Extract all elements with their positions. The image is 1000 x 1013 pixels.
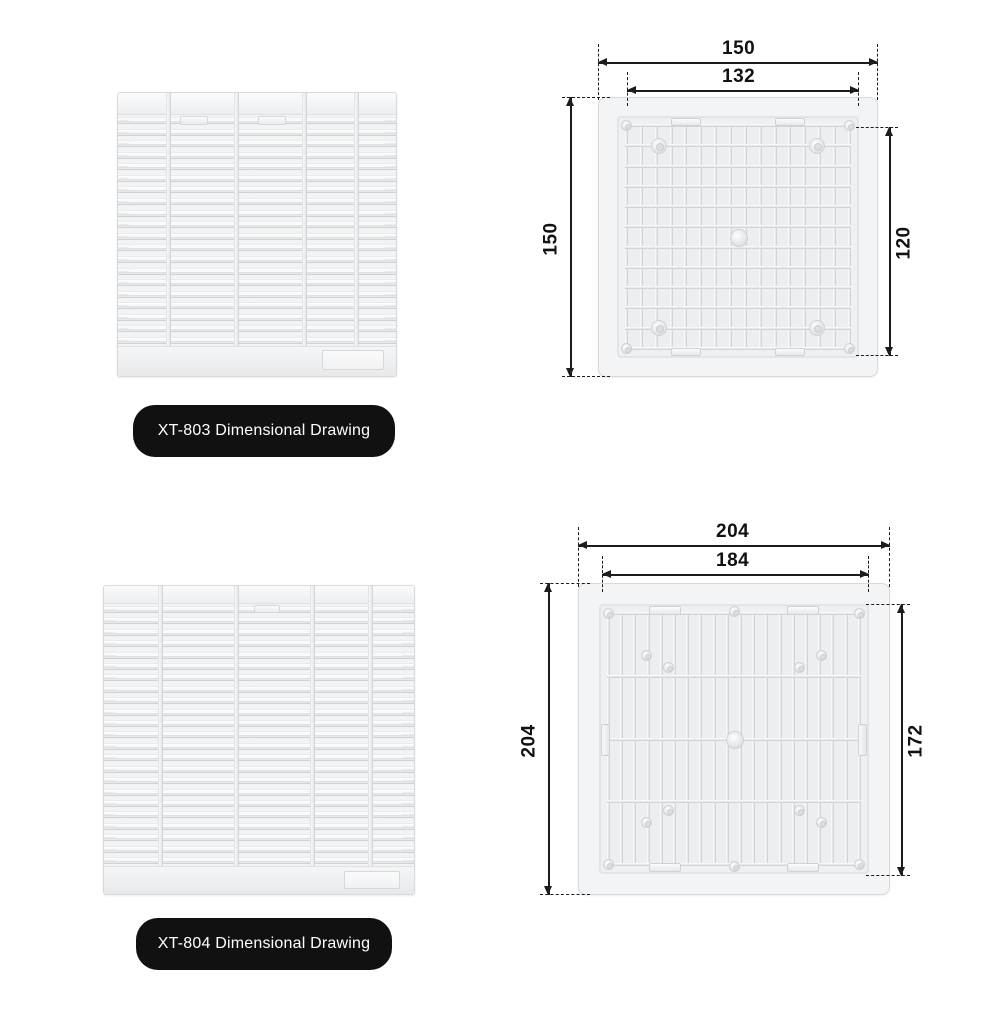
rear-view-804 [578,583,890,895]
retainer-clip [671,118,701,126]
mounting-screw [809,320,825,336]
arrow-left [602,570,611,578]
center-rib [302,93,307,376]
dimension-value-inner-width: 184 [716,550,750,571]
extension-line [877,44,878,100]
center-hub [730,229,748,247]
corner-screw [844,343,855,354]
caption-xt-803: XT-803 Dimensional Drawing [133,405,395,457]
arrow-up [566,97,574,106]
arrow-left [627,86,636,94]
arrow-up [885,127,893,136]
corner-screw [854,608,865,619]
corner-screw [621,343,632,354]
top-clip [258,116,286,125]
top-clip [254,605,280,613]
corner-screw [603,608,614,619]
dimension-line-inner-width [602,574,869,576]
louver-front-view-804 [103,585,415,895]
mounting-screw [816,650,827,661]
mounting-screw [809,138,825,154]
mounting-screw [641,650,652,661]
rear-view-803 [598,97,878,377]
dimension-line-inner-width [627,90,859,92]
center-screw [729,606,740,617]
extension-line [578,527,579,587]
dimension-value-outer-width: 150 [722,38,756,59]
arrow-left [578,541,587,549]
arrow-left [598,58,607,66]
dimension-value-outer-height: 150 [540,222,562,256]
dimension-line-inner-height [901,604,903,876]
retainer-clip [649,863,681,872]
arrow-down [566,368,574,377]
arrow-right [850,86,859,94]
arrow-down [885,347,893,356]
arrow-up [544,583,552,592]
dimension-value-outer-height: 204 [518,724,540,758]
corner-screw [844,120,855,131]
center-rib [310,586,315,894]
dimension-line-outer-width [578,545,890,547]
dimension-value-inner-height: 120 [893,226,915,260]
mounting-screw [816,817,827,828]
dimension-value-inner-height: 172 [905,724,927,758]
center-screw [729,861,740,872]
top-clip [180,116,208,125]
mounting-screw [651,320,667,336]
corner-screw [603,859,614,870]
arrow-up [897,604,905,613]
mounting-screw [663,805,674,816]
arrow-down [544,886,552,895]
center-rib [368,586,373,894]
center-rib [234,586,239,894]
label-plate [322,350,384,370]
retainer-clip [775,118,805,126]
dimension-line-outer-height [548,583,550,895]
retainer-clip [671,348,701,356]
mounting-screw [663,662,674,673]
corner-screw [854,859,865,870]
arrow-down [897,867,905,876]
louver-front-view-803 [117,92,397,377]
center-rib [354,93,359,376]
center-rib [158,586,163,894]
arrow-right [860,570,869,578]
center-rib [234,93,239,376]
label-plate [344,871,400,889]
side-latch [601,724,610,756]
extension-line [889,527,890,587]
side-latch [858,724,867,756]
dimension-line-outer-height [570,97,572,377]
extension-line [598,44,599,100]
caption-xt-804: XT-804 Dimensional Drawing [136,918,392,970]
center-hub [726,731,744,749]
dimension-value-inner-width: 132 [722,66,756,87]
mounting-screw [794,805,805,816]
corner-screw [621,120,632,131]
retainer-clip [787,606,819,615]
retainer-clip [775,348,805,356]
dimension-line-inner-height [889,127,891,356]
dimension-value-outer-width: 204 [716,521,750,542]
mounting-screw [651,138,667,154]
center-rib [166,93,171,376]
arrow-right [881,541,890,549]
retainer-clip [649,606,681,615]
mounting-screw [794,662,805,673]
dimension-line-outer-width [598,62,878,64]
retainer-clip [787,863,819,872]
mounting-screw [641,817,652,828]
arrow-right [869,58,878,66]
